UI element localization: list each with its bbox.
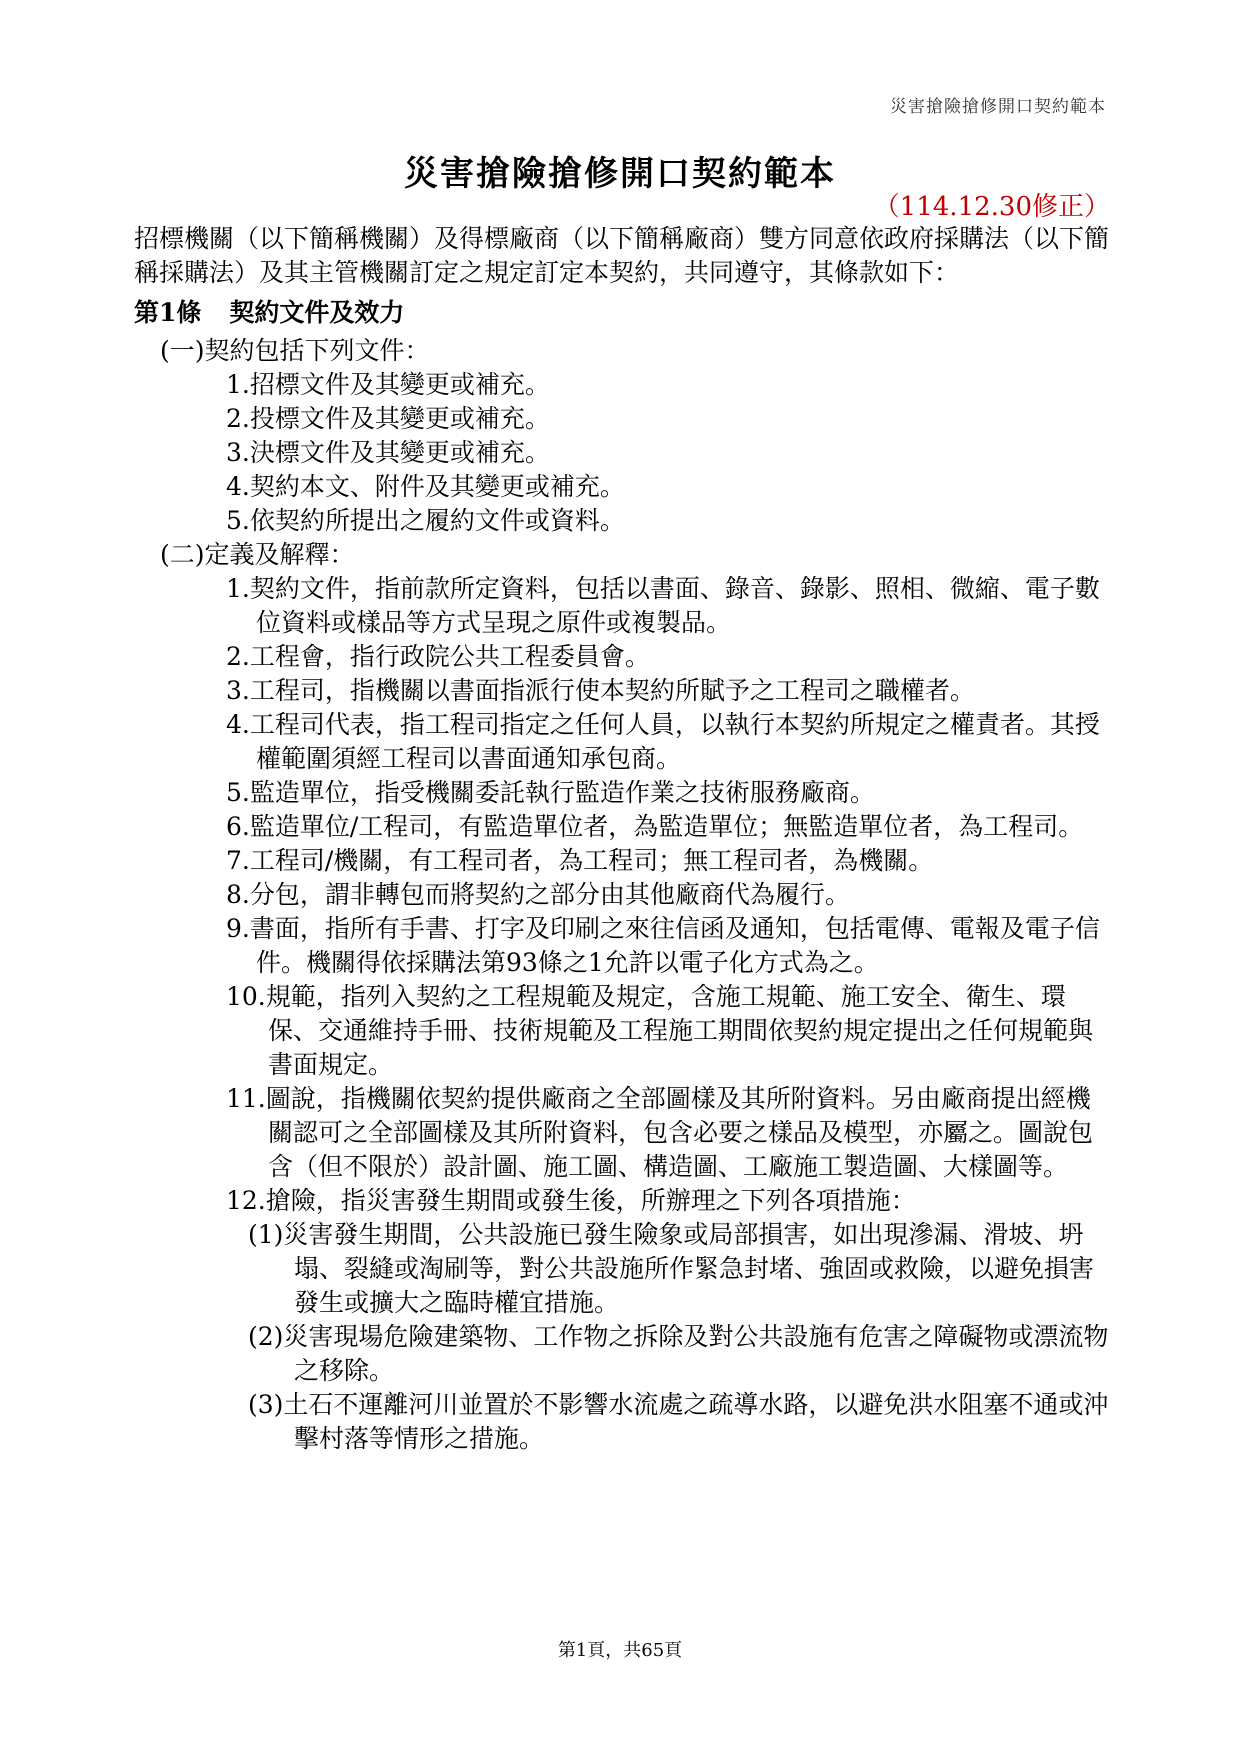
- list-item: 4.工程司代表，指工程司指定之任何人員，以執行本契約所規定之權責者。其授權範圍須經工程司以書面通知承包商。: [226, 710, 1100, 773]
- article-heading: [134, 296, 1114, 330]
- section-label: (一)契約包括下列文件：: [160, 336, 430, 365]
- list-item: 8.分包，謂非轉包而將契約之部分由其他廠商代為履行。: [226, 880, 850, 909]
- list-item: 2.工程會，指行政院公共工程委員會。: [226, 642, 650, 671]
- document-body: [134, 222, 1114, 1456]
- list-item: 9.書面，指所有手書、打字及印刷之來往信函及通知，包括電傳、電報及電子信件。機關得依採購法第93條之1允許以電子化方式為之。: [226, 914, 1100, 977]
- list-item: 12.搶險，指災害發生期間或發生後，所辦理之下列各項措施：: [226, 1186, 916, 1215]
- sub-list-item: (1)災害發生期間，公共設施已發生險象或局部損害，如出現滲漏、滑坡、坍塌、裂縫或淘刷等，對公共設施所作緊急封堵、強固或救險，以避免損害發生或擴大之臨時權宜措施。: [248, 1220, 1095, 1317]
- document-title: 災害搶險搶修開口契約範本: [404, 154, 836, 194]
- revision-note: （114.12.30修正）: [873, 192, 1110, 222]
- section-label: (二)定義及解釋：: [160, 540, 355, 569]
- list-item: 11.圖說，指機關依契約提供廠商之全部圖樣及其所附資料。另由廠商提出經機關認可之全部圖樣及其所附資料，包含必要之樣品及模型，亦屬之。圖說包含（但不限於）設計圖、施工圖、構造圖、工廠施工製造圖、大樣圖等。: [226, 1084, 1094, 1181]
- sub-list-item: (3)土石不運離河川並置於不影響水流處之疏導水路，以避免洪水阻塞不通或沖擊村落等情形之措施。: [248, 1390, 1109, 1453]
- list-item: 7.工程司/機關，有工程司者，為工程司；無工程司者，為機關。: [226, 846, 934, 875]
- list-item: 1.契約文件，指前款所定資料，包括以書面、錄音、錄影、照相、微縮、電子數位資料或樣品等方式呈現之原件或複製品。: [226, 574, 1100, 637]
- list-item: 5.監造單位，指受機關委託執行監造作業之技術服務廠商。: [226, 778, 875, 807]
- page-number: 第1頁，共65頁: [557, 1640, 683, 1661]
- list-item: 10.規範，指列入契約之工程規範及規定，含施工規範、施工安全、衛生、環保、交通維持手冊、技術規範及工程施工期間依契約規定提出之任何規範與書面規定。: [226, 982, 1094, 1079]
- sub-list-item: (2)災害現場危險建築物、工作物之拆除及對公共設施有危害之障礙物或漂流物之移除。: [248, 1322, 1109, 1385]
- intro-paragraph: 招標機關（以下簡稱機關）及得標廠商（以下簡稱廠商）雙方同意依政府採購法（以下簡稱採購法）及其主管機關訂定之規定訂定本契約，共同遵守，其條款如下：: [134, 224, 1110, 287]
- list-item: 3.決標文件及其變更或補充。: [226, 438, 550, 467]
- list-item: 3.工程司，指機關以書面指派行使本契約所賦予之工程司之職權者。: [226, 676, 975, 705]
- list-item: 5.依契約所提出之履約文件或資料。: [226, 506, 625, 535]
- list-item: 2.投標文件及其變更或補充。: [226, 404, 550, 433]
- running-header: 災害搶險搶修開口契約範本: [890, 97, 1106, 117]
- list-item: 4.契約本文、附件及其變更或補充。: [226, 472, 625, 501]
- list-item: 6.監造單位/工程司，有監造單位者，為監造單位；無監造單位者，為工程司。: [226, 812, 1084, 841]
- article-number: 第1條: [134, 298, 202, 327]
- article-title: 契約文件及效力: [229, 298, 405, 327]
- list-item: 1.招標文件及其變更或補充。: [226, 370, 550, 399]
